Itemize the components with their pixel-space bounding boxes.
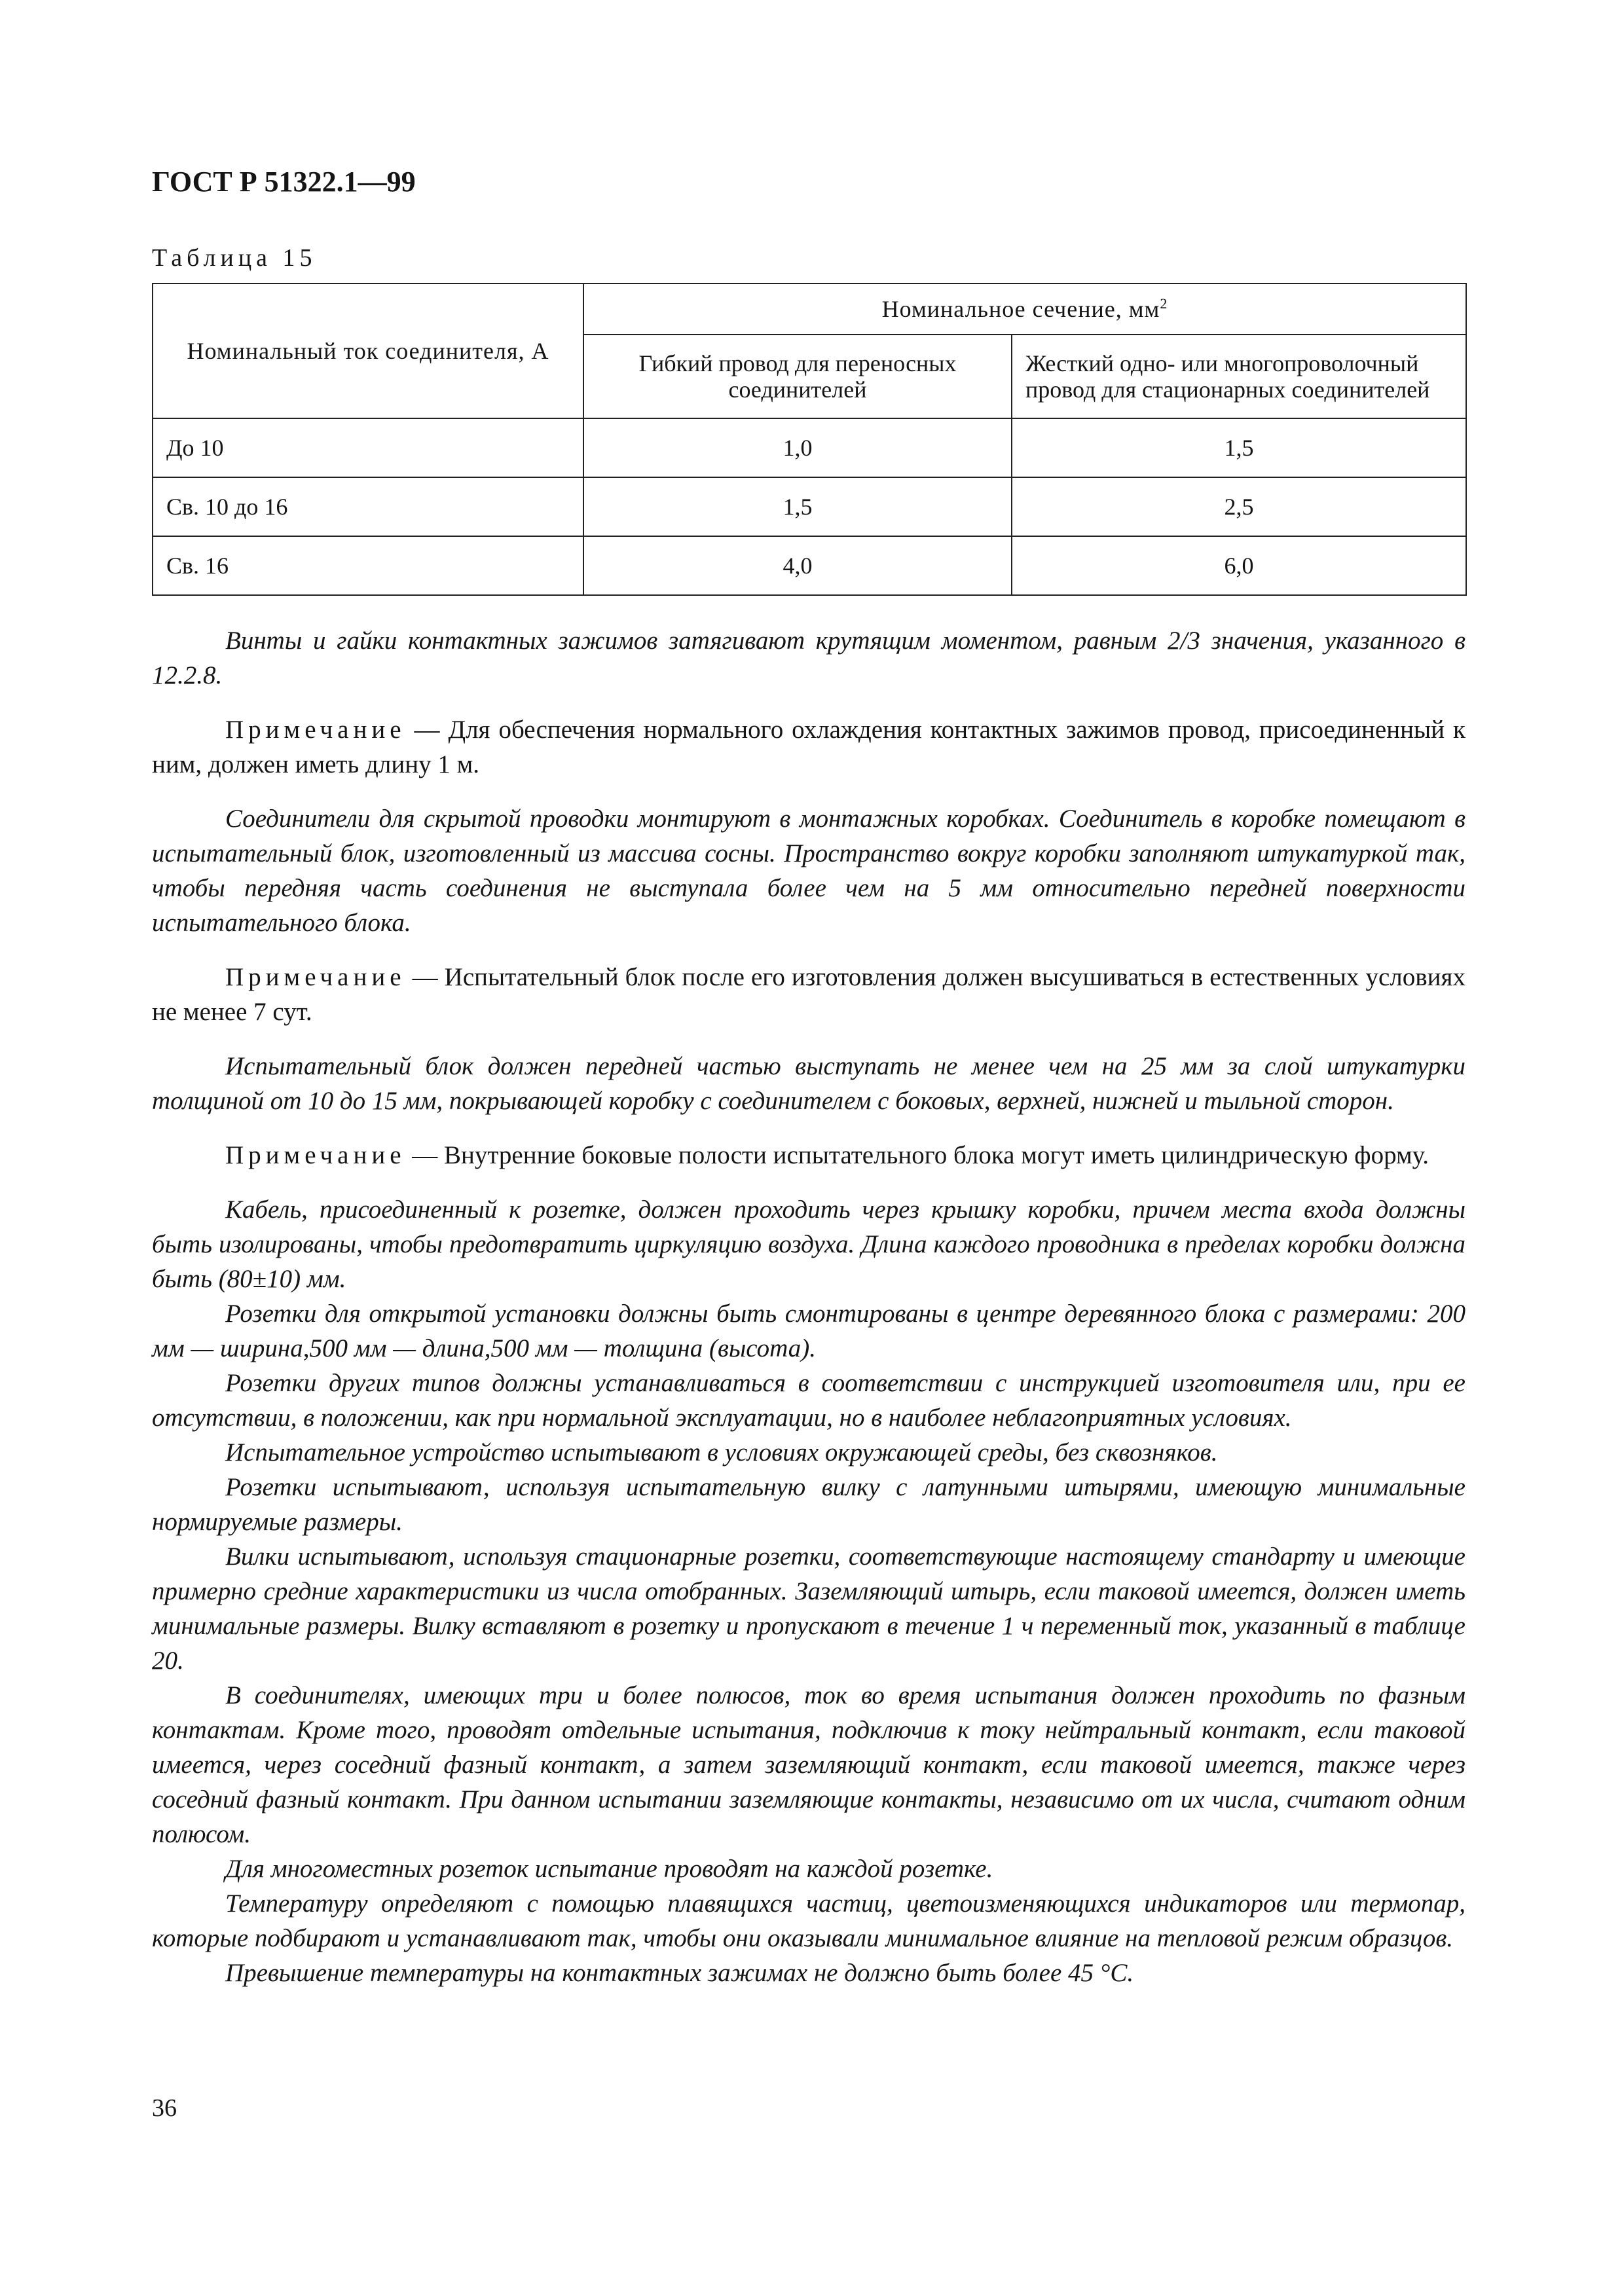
paragraph: Испытательное устройство испытывают в условиях окружающей среды, без сквозняков. — [225, 1438, 1218, 1467]
paragraph: Розетки других типов должны устанавливаться в соответствии с инструкцией изготовителя или, при ее отсутствии, в положении, как при нормальной эксплуатации, но в наиболее неблагоприятных условиях. — [152, 1369, 1465, 1432]
table-cell-flexible: 1,0 — [583, 418, 1012, 477]
paragraph: Кабель, присоединенный к розетке, должен проходить через крышку коробки, причем места входа должны быть изолированы, чтобы предотвратить циркуляцию воздуха. Длина каждого проводника в пределах коробки должна быть (80±10) мм. — [152, 1195, 1465, 1293]
table-cell-rigid: 6,0 — [1012, 536, 1466, 595]
table-cell-current: Св. 10 до 16 — [153, 477, 583, 536]
table-header-flexible: Гибкий провод для переносных соединителей — [583, 335, 1012, 418]
note — [152, 960, 1465, 1029]
table-header-section-label: Номинальное сечение, мм — [881, 296, 1160, 322]
document-header: ГОСТ Р 51322.1—99 — [152, 166, 416, 198]
table-row — [153, 536, 1466, 595]
table-header-section — [583, 283, 1466, 335]
paragraph: Испытательный блок должен передней частью выступать не менее чем на 25 мм за слой штукатурки толщиной от 10 до 15 мм, покрывающей коробку с соединителем с боковых, верхней, нижней и тыльной сторон. — [152, 1052, 1465, 1115]
paragraph: Розетки для открытой установки должны быть смонтированы в центре деревянного блока с размерами: 200 мм — ширина,500 мм — длина,500 мм — толщина (высота). — [152, 1300, 1465, 1362]
note — [152, 1138, 1465, 1173]
paragraph: Винты и гайки контактных зажимов затягивают крутящим моментом, равным 2/3 значения, указанного в 12.2.8. — [152, 627, 1465, 689]
paragraph: Розетки испытывают, используя испытательную вилку с латунными штырями, имеющую минимальные нормируемые размеры. — [152, 1473, 1465, 1536]
table-cell-flexible: 4,0 — [583, 536, 1012, 595]
paragraph: В соединителях, имеющих три и более полюсов, ток во время испытания должен проходить по фазным контактам. Кроме того, проводят отдельные испытания, подключив к току нейтральный контакт, если таковой имеется, через соседний фазный контакт, а затем заземляющий контакт, если таковой имеется, также через соседний фазный контакт. При данном испытании заземляющие контакты, независимо от их числа, считают одним полюсом. — [152, 1681, 1465, 1848]
table-cell-rigid: 2,5 — [1012, 477, 1466, 536]
paragraph: Соединители для скрытой проводки монтируют в монтажных коробках. Соединитель в коробке помещают в испытательный блок, изготовленный из массива сосны. Пространство вокруг коробки заполняют штукатуркой так, чтобы передняя часть соединения не выступала более чем на 5 мм относительно передней поверхности испытательного блока. — [152, 805, 1465, 937]
paragraph: Превышение температуры на контактных зажимах не должно быть более 45 °С. — [225, 1959, 1134, 1987]
table-cell-current: Св. 16 — [153, 536, 583, 595]
note — [152, 712, 1465, 782]
table-row — [153, 418, 1466, 477]
table-header-section-unit-power: 2 — [1160, 295, 1168, 312]
note-text: — Внутренние боковые полости испытательного блока могут иметь цилиндрическую форму. — [405, 1141, 1429, 1169]
note-label: Примечание — [225, 1141, 406, 1169]
note-label: Примечание — [225, 963, 406, 991]
table-cell-current: До 10 — [153, 418, 583, 477]
table-header-current: Номинальный ток соединителя, А — [153, 283, 583, 418]
paragraph: Для многоместных розеток испытание проводят на каждой розетке. — [225, 1855, 993, 1883]
note-label: Примечание — [225, 716, 406, 744]
conductor-section-table — [152, 283, 1467, 596]
body-text — [152, 623, 1465, 1990]
paragraph: Температуру определяют с помощью плавящихся частиц, цветоизменяющихся индикаторов или термопар, которые подбирают и устанавливают так, чтобы они оказывали минимальное влияние на тепловой режим образцов. — [152, 1889, 1465, 1952]
table-header-rigid: Жесткий одно- или многопроволочный провод для стационарных соединителей — [1012, 335, 1466, 418]
note-text: — Испытательный блок после его изготовления должен высушиваться в естественных условиях не менее 7 сут. — [152, 963, 1465, 1026]
paragraph: Вилки испытывают, используя стационарные розетки, соответствующие настоящему стандарту и имеющие примерно средние характеристики из числа отобранных. Заземляющий штырь, если таковой имеется, должен иметь минимальные размеры. Вилку вставляют в розетку и пропускают в течение 1 ч переменный ток, указанный в таблице 20. — [152, 1542, 1465, 1675]
table-caption: Таблица 15 — [152, 244, 317, 272]
table-cell-rigid: 1,5 — [1012, 418, 1466, 477]
page-number: 36 — [152, 2094, 177, 2122]
table-row — [153, 477, 1466, 536]
note-text: — Для обеспечения нормального охлаждения контактных зажимов провод, присоединенный к ним, должен иметь длину 1 м. — [152, 716, 1465, 778]
table-cell-flexible: 1,5 — [583, 477, 1012, 536]
